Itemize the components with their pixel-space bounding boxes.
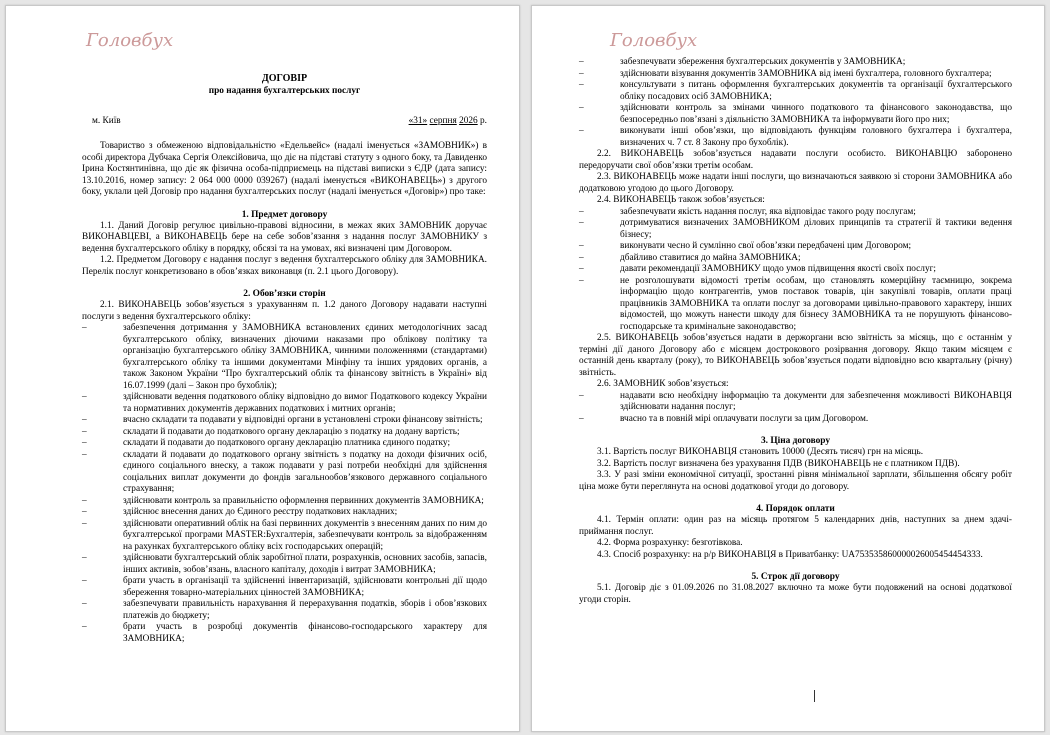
- city: м. Київ: [92, 116, 121, 126]
- document-page-2: [531, 5, 1045, 732]
- list-item: – вчасно складати та подавати у відповідні органи в установлені строки фінансову звітність;: [82, 415, 487, 427]
- clause-2-6: 2.6. ЗАМОВНИК зобов’язується:: [597, 379, 729, 389]
- section-3-title: 3. Ціна договору: [760, 436, 831, 446]
- clause-4-2: 4.2. Форма розрахунку: безготівкова.: [597, 538, 743, 548]
- clause-4-3: 4.3. Спосіб розрахунку: на р/р ВИКОНАВЦЯ в Приватбанку: UA753535860000026005454454333.: [597, 549, 983, 560]
- document-title: ДОГОВІР: [261, 73, 308, 84]
- logo: Головбух: [610, 30, 698, 51]
- clause-2-2: 2.2. ВИКОНАВЕЦЬ зобов’язується надавати послуги особисто. ВИКОНАВЦЮ заборонено передоручати свої обов’язки третім особам.: [579, 149, 1012, 171]
- list-item: – забезпечувати збереження бухгалтерських документів у ЗАМОВНИКА;: [579, 57, 1012, 69]
- list-item: – складати й подавати до податкового органу звітність з податку на доходи фізичних осіб, єдиного соціального внеску, а також подавати у разі потреби необхідні для здійснення соціальних виплат документи до фондів загальнообов’язкового державного соціального страхування;: [82, 450, 487, 496]
- list-item: – виконувати інші обов’язки, що відповідають функціям головного бухгалтера і бухгалтера, визначених ч. 7 ст. 8 Закону про бухоблік).: [579, 126, 1012, 149]
- list-item: – здійснювати ведення податкового обліку відповідно до вимог Податкового кодексу України та нормативних документів державних податкових і митних органів;: [82, 392, 487, 415]
- clause-2-3: 2.3. ВИКОНАВЕЦЬ може надати інші послуги, що визначаються заявкою зі сторони ЗАМОВНИКА або додатковою угодою до цього Договору.: [579, 172, 1012, 194]
- clause-2-1: 2.1. ВИКОНАВЕЦЬ зобов’язується з урахуванням п. 1.2 даного Договору надавати наступні послуги з ведення бухгалтерського обліку:: [82, 300, 487, 322]
- list-item: – дбайливо ставитися до майна ЗАМОВНИКА;: [579, 253, 1012, 265]
- section-5-title: 5. Строк дії договору: [751, 572, 840, 582]
- list-item: – складати й подавати до податкового органу декларацію з податку на додану вартість;: [82, 427, 487, 439]
- list-item: – складати й подавати до податкового органу декларацію платника єдиного податку;: [82, 438, 487, 450]
- contractor-obligations-list: [579, 207, 1012, 334]
- clause-3-1: 3.1. Вартість послуг ВИКОНАВЦЯ становить 10000 (Десять тисяч) грн на місяць.: [597, 447, 924, 457]
- list-item: – брати участь в розробці документів фінансово-господарського характеру для ЗАМОВНИКА;: [82, 622, 487, 645]
- list-item: – забезпечення дотримання у ЗАМОВНИКА встановлених єдиних методологічних засад бухгалтерського обліку, визначених діючими наказами про облікову політику та організацію бухгалтерського обліку ЗАМОВНИКА, чинними положеннями (стандартами) бухгалтерського обліку та іншими документами Мінфіну та інших урядових органів, а також Законом України “Про бухгалтерський облік та фінансову звітність в Україні» від 16.07.1999 (далі – Закон про бухоблік);: [82, 323, 487, 392]
- section-2-title: 2. Обов’язки сторін: [243, 289, 326, 299]
- list-item: – здійснювати оперативний облік на базі первинних документів з внесенням даних по ним до бухгалтерської програми MASTER:Бухгалтерія, забезпечувати контроль за відображенням на рахунках бухгалтерського обліку всіх господарських операцій;: [82, 519, 487, 554]
- list-item: – давати рекомендації ЗАМОВНИКУ щодо умов підвищення якості своїх послуг;: [579, 264, 1012, 276]
- section-4-title: 4. Порядок оплати: [756, 504, 835, 514]
- services-list-part-2: [579, 57, 1012, 149]
- clause-4-1: 4.1. Термін оплати: один раз на місяць протягом 5 календарних днів, наступних за днем здачі-приймання послуг.: [579, 515, 1012, 537]
- list-item: – консультувати з питань оформлення бухгалтерських документів та організації бухгалтерського обліку посадових осіб ЗАМОВНИКА;: [579, 80, 1012, 103]
- list-item: – здійснювати бухгалтерський облік заробітної плати, розрахунків, основних засобів, запасів, інших активів, зобов’язань, власного капіталу, доходів і витрат ЗАМОВНИКА;: [82, 553, 487, 576]
- clause-3-3: 3.3. У разі зміни економічної ситуації, зростанні рівня мінімальної зарплати, збільшення обсягу робіт ціна може бути переглянута на основі додаткової угоди до договору.: [579, 470, 1012, 492]
- list-item: – надавати всю необхідну інформацію та документи для забезпечення можливості ВИКОНАВЦЯ здійснювати надання послуг;: [579, 391, 1012, 414]
- clause-5-1: 5.1. Договір діє з 01.09.2026 по 31.08.2027 включно та може бути подовжений на основі додаткової угоди сторін.: [579, 583, 1012, 605]
- date-suffix: р.: [480, 116, 487, 126]
- text-cursor: [814, 690, 815, 702]
- list-item: – забезпечувати правильність нарахування й перерахування податків, зборів і обов’язкових платежів до бюджету;: [82, 599, 487, 622]
- list-item: – здійснювати контроль за правильністю оформлення первинних документів ЗАМОВНИКА;: [82, 496, 487, 508]
- list-item: – брати участь в організації та здійсненні інвентаризацій, здійснювати контрольні дії щодо збереження товарно-матеріальних цінностей ЗАМОВНИКА;: [82, 576, 487, 599]
- clause-2-4: 2.4. ВИКОНАВЕЦЬ також зобов’язується:: [597, 195, 765, 205]
- list-item: – вчасно та в повній мірі оплачувати послуги за цим Договором.: [579, 414, 1012, 426]
- list-item: – забезпечувати якість надання послуг, яка відповідає такого роду послугам;: [579, 207, 1012, 219]
- contract-date: [409, 115, 487, 127]
- document-subtitle: про надання бухгалтерських послуг: [208, 86, 361, 96]
- logo: Головбух: [86, 30, 174, 51]
- section-1-title: 1. Предмет договору: [241, 209, 328, 220]
- list-item: – дотримуватися визначених ЗАМОВНИКОМ ділових принципів та стратегії й тактики ведення бізнесу;: [579, 218, 1012, 241]
- list-item: – виконувати чесно й сумлінно свої обов’язки передбачені цим Договором;: [579, 241, 1012, 253]
- list-item: – здійснювати візування документів ЗАМОВНИКА від імені бухгалтера, головного бухгалтера;: [579, 69, 1012, 81]
- date-year: 2026: [459, 116, 478, 126]
- date-month: серпня: [429, 116, 457, 126]
- list-item: – здійснює внесення даних до Єдиного реєстру податкових накладних;: [82, 507, 487, 519]
- clause-3-2: 3.2. Вартість послуг визначена без урахування ПДВ (ВИКОНАВЕЦЬ не є платником ПДВ).: [597, 458, 960, 469]
- intro-paragraph: Товариство з обмеженою відповідальністю «Едельвейс» (надалі іменується «ЗАМОВНИК») в особі директора Дубчака Сергія Олексійовича, що діє на підставі статуту з одного боку, та Давиденко Ірина Костянтинівна, що діє як фізична особа-підприємець на підставі виписки з ЄДР (дата запису: 13.10.2016, номер запису: 2 064 000 0000 039267) (надалі іменується «ВИКОНАВЕЦЬ») з другого боку, уклали цей Договір про надання бухгалтерських послуг (надалі іменується «Договір») про таке:: [82, 141, 487, 197]
- services-list-part-1: [82, 323, 487, 645]
- clause-1-2: 1.2. Предметом Договору є надання послуг з ведення бухгалтерського обліку для ЗАМОВНИКА. Перелік послуг конкретизовано в обов’язках виконавця (п. 2.1 цього Договору).: [82, 255, 487, 277]
- customer-obligations-list: [579, 391, 1012, 426]
- clause-1-1: 1.1. Даний Договір регулює цивільно-правові відносини, в межах яких ЗАМОВНИК доручає ВИКОНАВЦЕВІ, а ВИКОНАВЕЦЬ бере на себе зобов’язання з надання послуг ЗАМОВНИКУ з ведення бухгалтерського обліку в порядку, обсязі та на умовах, які визначені цим Договором.: [82, 220, 487, 254]
- city-date-line: [92, 115, 487, 127]
- date-day: «31»: [408, 116, 428, 126]
- document-page-1: [5, 5, 520, 732]
- list-item: – не розголошувати відомості третім особам, що становлять комерційну таємницю, зокрема інформацію щодо контрагентів, умов поставок товарів, цін закупівлі товарів, оплати праці працівників ЗАМОВНИКА та оплати послуг за договорами цивільно-правового характеру, інших відомостей, що можуть нанести шкоду для бізнесу ЗАМОВНИКА та не порушують фінансово-господарське та кримінальне законодавство;: [579, 276, 1012, 334]
- list-item: – здійснювати контроль за змінами чинного податкового та фінансового законодавства, що безпосередньо пов’язані з діяльністю ЗАМОВНИКА та інформувати його про них;: [579, 103, 1012, 126]
- clause-2-5: 2.5. ВИКОНАВЕЦЬ зобов’язується надати в держоргани всю звітність за місяць, що є останнім у терміні дії даного Договору або є місяцем дострокового розірвання договору. Якщо таким місяцем є останній день кварталу (року), то ВИКОНАВЕЦЬ зобов’язується подати відповідно всю квартальну (річну) звітність.: [579, 333, 1012, 378]
